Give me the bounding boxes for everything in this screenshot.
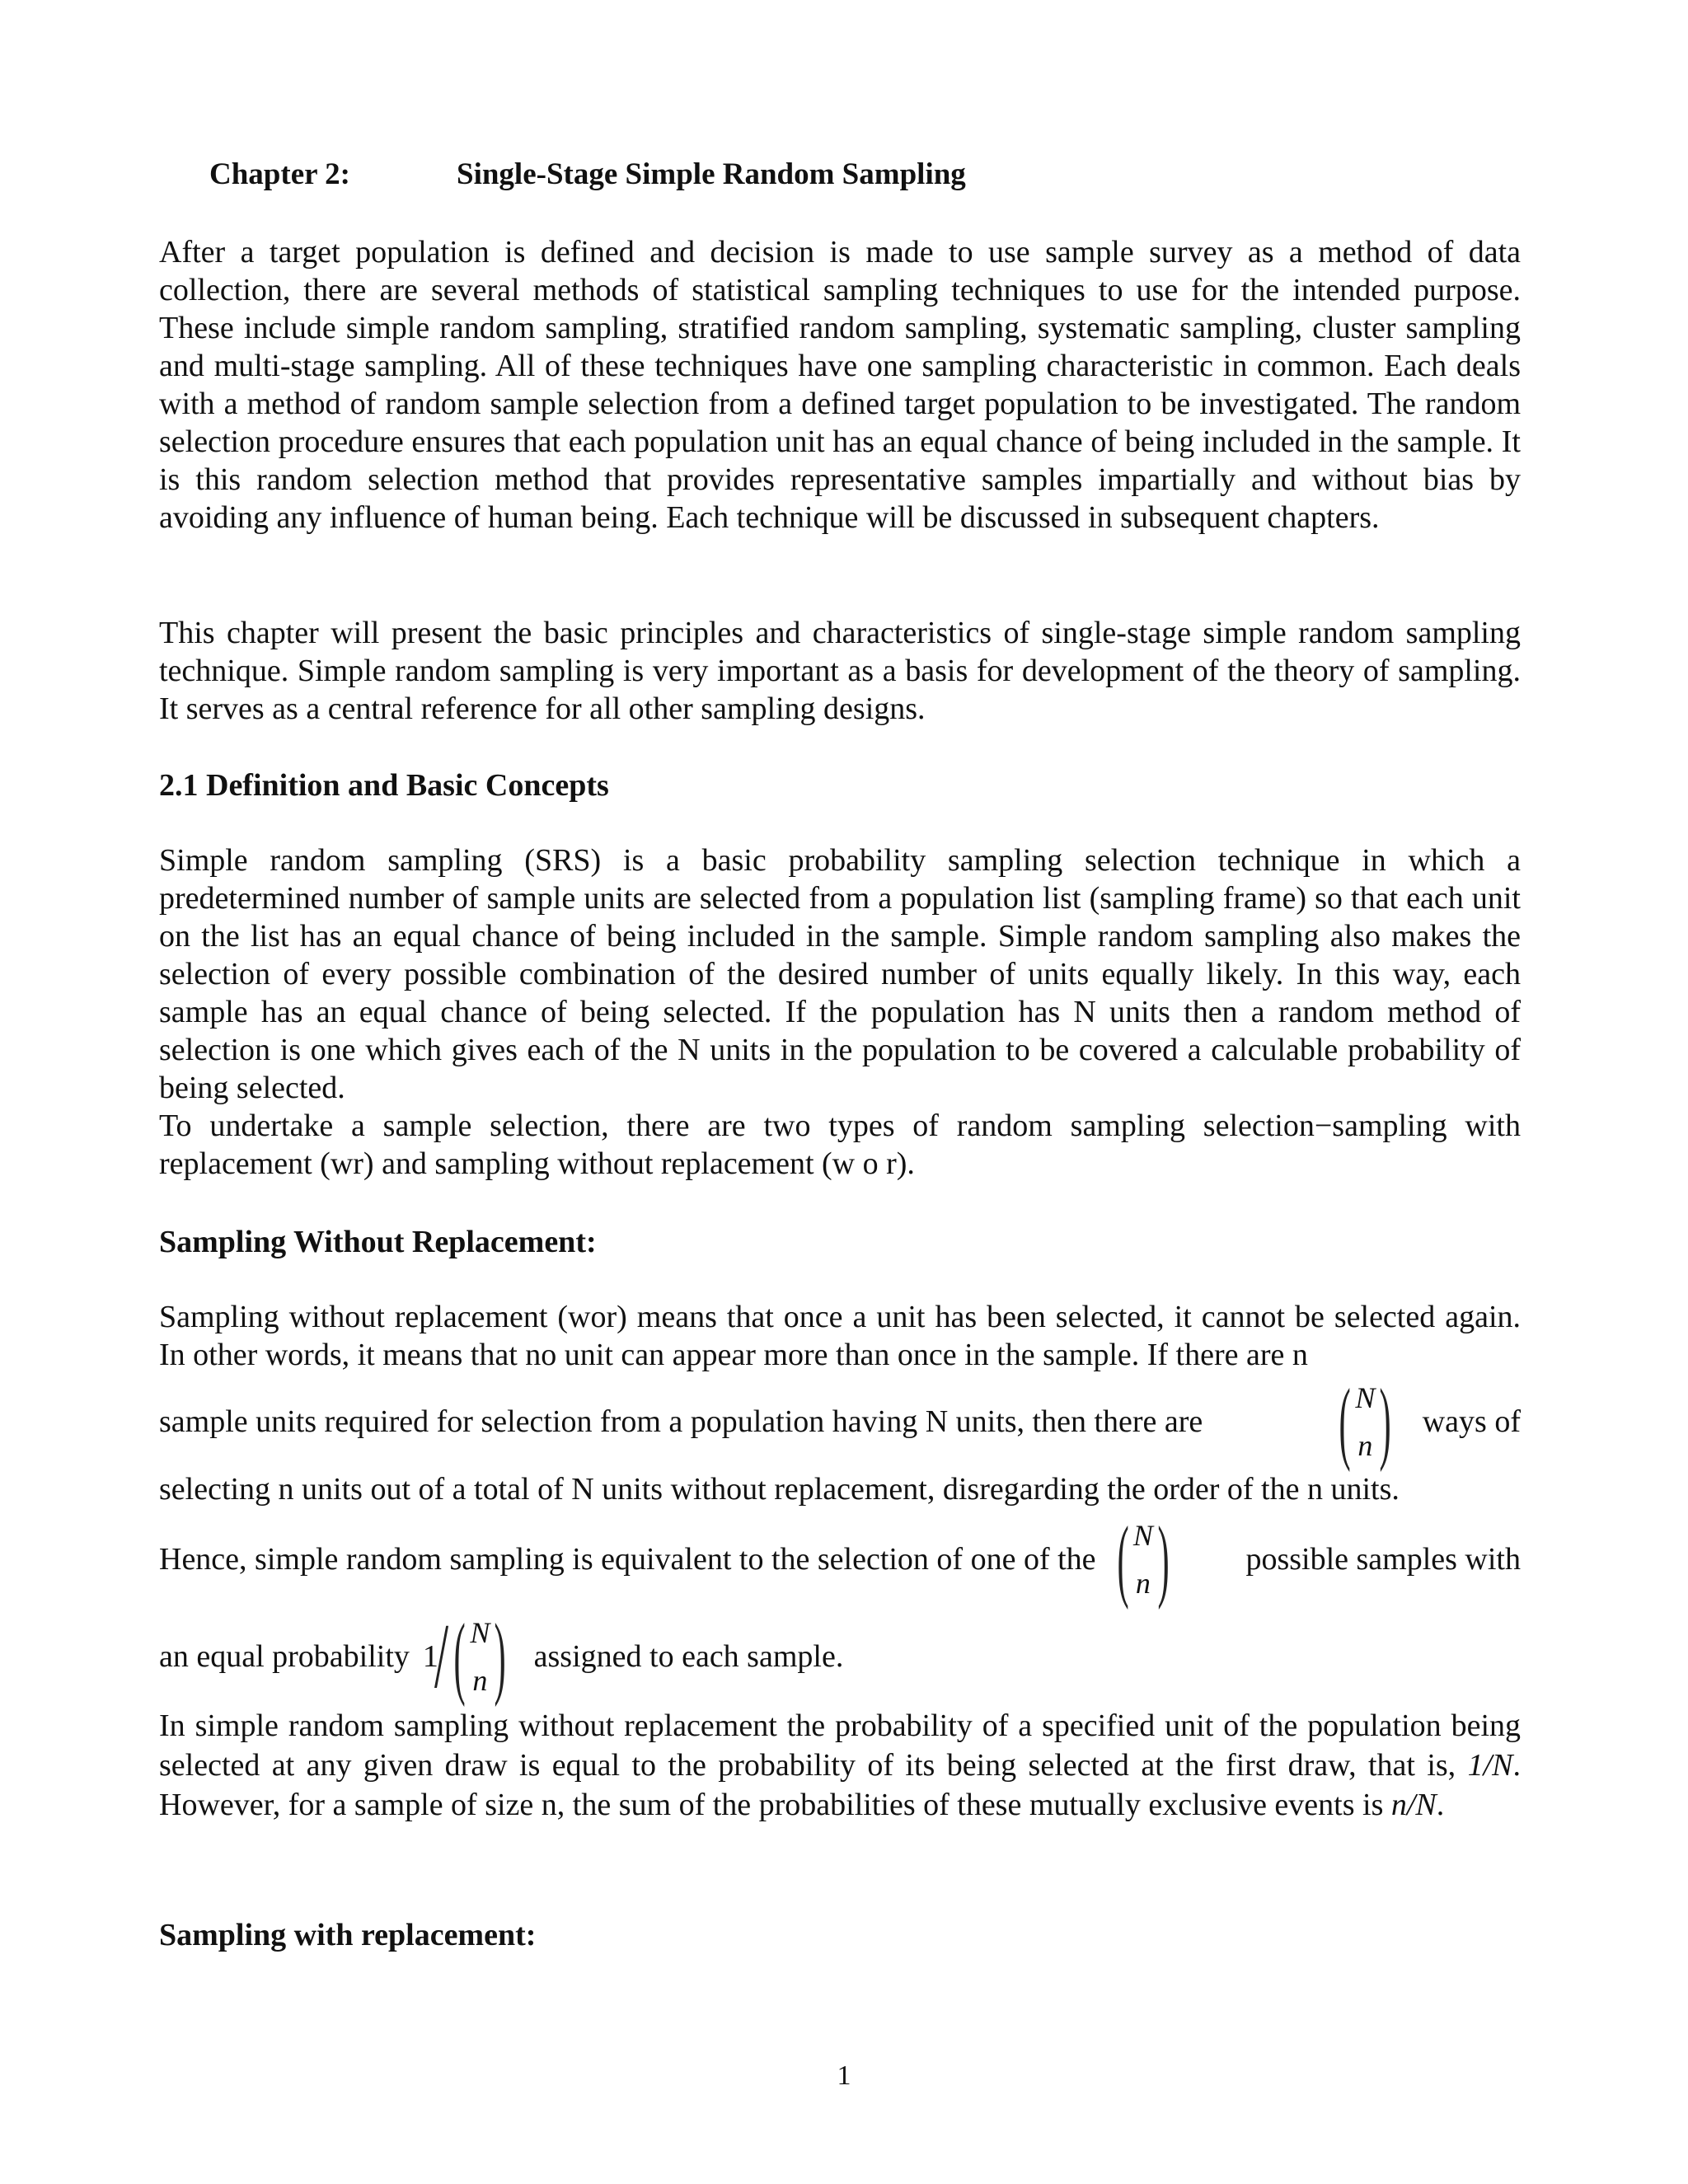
intro-paragraph-2-block <box>159 614 1521 728</box>
wor-line-probability <box>159 1605 1521 1708</box>
page-number: 1 <box>837 2060 851 2091</box>
math-1-over-N: 1/N <box>1467 1748 1513 1783</box>
math-n-over-N: n/N <box>1390 1788 1437 1822</box>
wor-line-binomial-ways <box>159 1371 1521 1473</box>
wor-line2-left: sample units required for selection from a population having N units, then there are <box>159 1404 1203 1439</box>
wor-line-binomial-samples <box>159 1508 1521 1610</box>
section-2-1-heading-block <box>159 766 1521 804</box>
wor-line5-right: assigned to each sample. <box>533 1639 844 1674</box>
wor-line4-right: possible samples with <box>1245 1542 1521 1577</box>
binomial-coefficient: ( N n ) <box>1117 1508 1170 1610</box>
chapter-title: Single-Stage Simple Random Sampling <box>457 157 966 191</box>
wor-paragraph-block <box>159 1298 1521 1374</box>
probability-fraction: 1 / ( N n ) <box>422 1605 507 1708</box>
srs-definition-paragraph: Simple random sampling (SRS) is a basic probability sampling selection technique in which a predetermined number of sample units are selected from a population list (sampling frame) so that each unit on the list has an equal chance of being included in the sample. Simple random sampling also makes the selection of every possible combination of the desired number of units equally likely. In this way, each sample has an equal chance of being selected. If the population has N units then a random method of selection is one which gives each of the N units in the population to be covered a calculable probability of being selected. <box>159 843 1521 1105</box>
wor-line3-block <box>159 1471 1521 1507</box>
wr-heading: Sampling with replacement: <box>159 1918 537 1952</box>
wor-line5-left: an equal probability <box>159 1639 410 1674</box>
selection-types-paragraph: To undertake a sample selection, there are two types of random sampling selection−sampling with replacement (wr) and sampling without replacement (w o r). <box>159 1108 1521 1181</box>
chapter-heading <box>209 157 966 192</box>
wr-heading-block <box>159 1916 1521 1954</box>
wor-heading: Sampling Without Replacement: <box>159 1225 597 1259</box>
wor-paragraph-2: In simple random sampling without replacement the probability of a specified unit of the population being selected at any given draw is equal to the probability of its being selected at the first draw, that is, 1/N. However, for a sample of size n, the sum of the probabilities of these mutually exclusive events is n/N. <box>159 1708 1521 1822</box>
intro-paragraph-1-block <box>159 233 1521 537</box>
wor-paragraph-1: Sampling without replacement (wor) means that once a unit has been selected, it cannot be selected again. In other words, it means that no unit can appear more than once in the sample. If there are n <box>159 1300 1521 1372</box>
section-heading: 2.1 Definition and Basic Concepts <box>159 768 609 803</box>
wor-line2-right: ways of <box>1422 1404 1521 1439</box>
wor-paragraph-2-block <box>159 1706 1521 1825</box>
wor-line4-left: Hence, simple random sampling is equivalent to the selection of one of the <box>159 1542 1096 1577</box>
section-2-1-body <box>159 841 1521 1183</box>
wor-line3: selecting n units out of a total of N units without replacement, disregarding the order of the n units. <box>159 1472 1400 1507</box>
chapter-label: Chapter 2: <box>209 157 350 191</box>
wor-heading-block <box>159 1223 1521 1261</box>
intro-paragraph-1: After a target population is defined and decision is made to use sample survey as a method of data collection, there are several methods of statistical sampling techniques to use for the intended purpose. These include simple random sampling, stratified random sampling, systematic sampling, cluster sampling and multi-stage sampling. All of these techniques have one sampling characteristic in common. Each deals with a method of random sample selection from a defined target population to be investigated. The random selection procedure ensures that each population unit has an equal chance of being included in the sample. It is this random selection method that provides representative samples impartially and without bias by avoiding any influence of human being. Each technique will be discussed in subsequent chapters. <box>159 235 1521 535</box>
binomial-coefficient: ( N n ) <box>1339 1371 1392 1473</box>
intro-paragraph-2: This chapter will present the basic principles and characteristics of single-stage simple random sampling technique. Simple random sampling is very important as a basis for development of the theory of sampling. It serves as a central reference for all other sampling designs. <box>159 616 1521 726</box>
